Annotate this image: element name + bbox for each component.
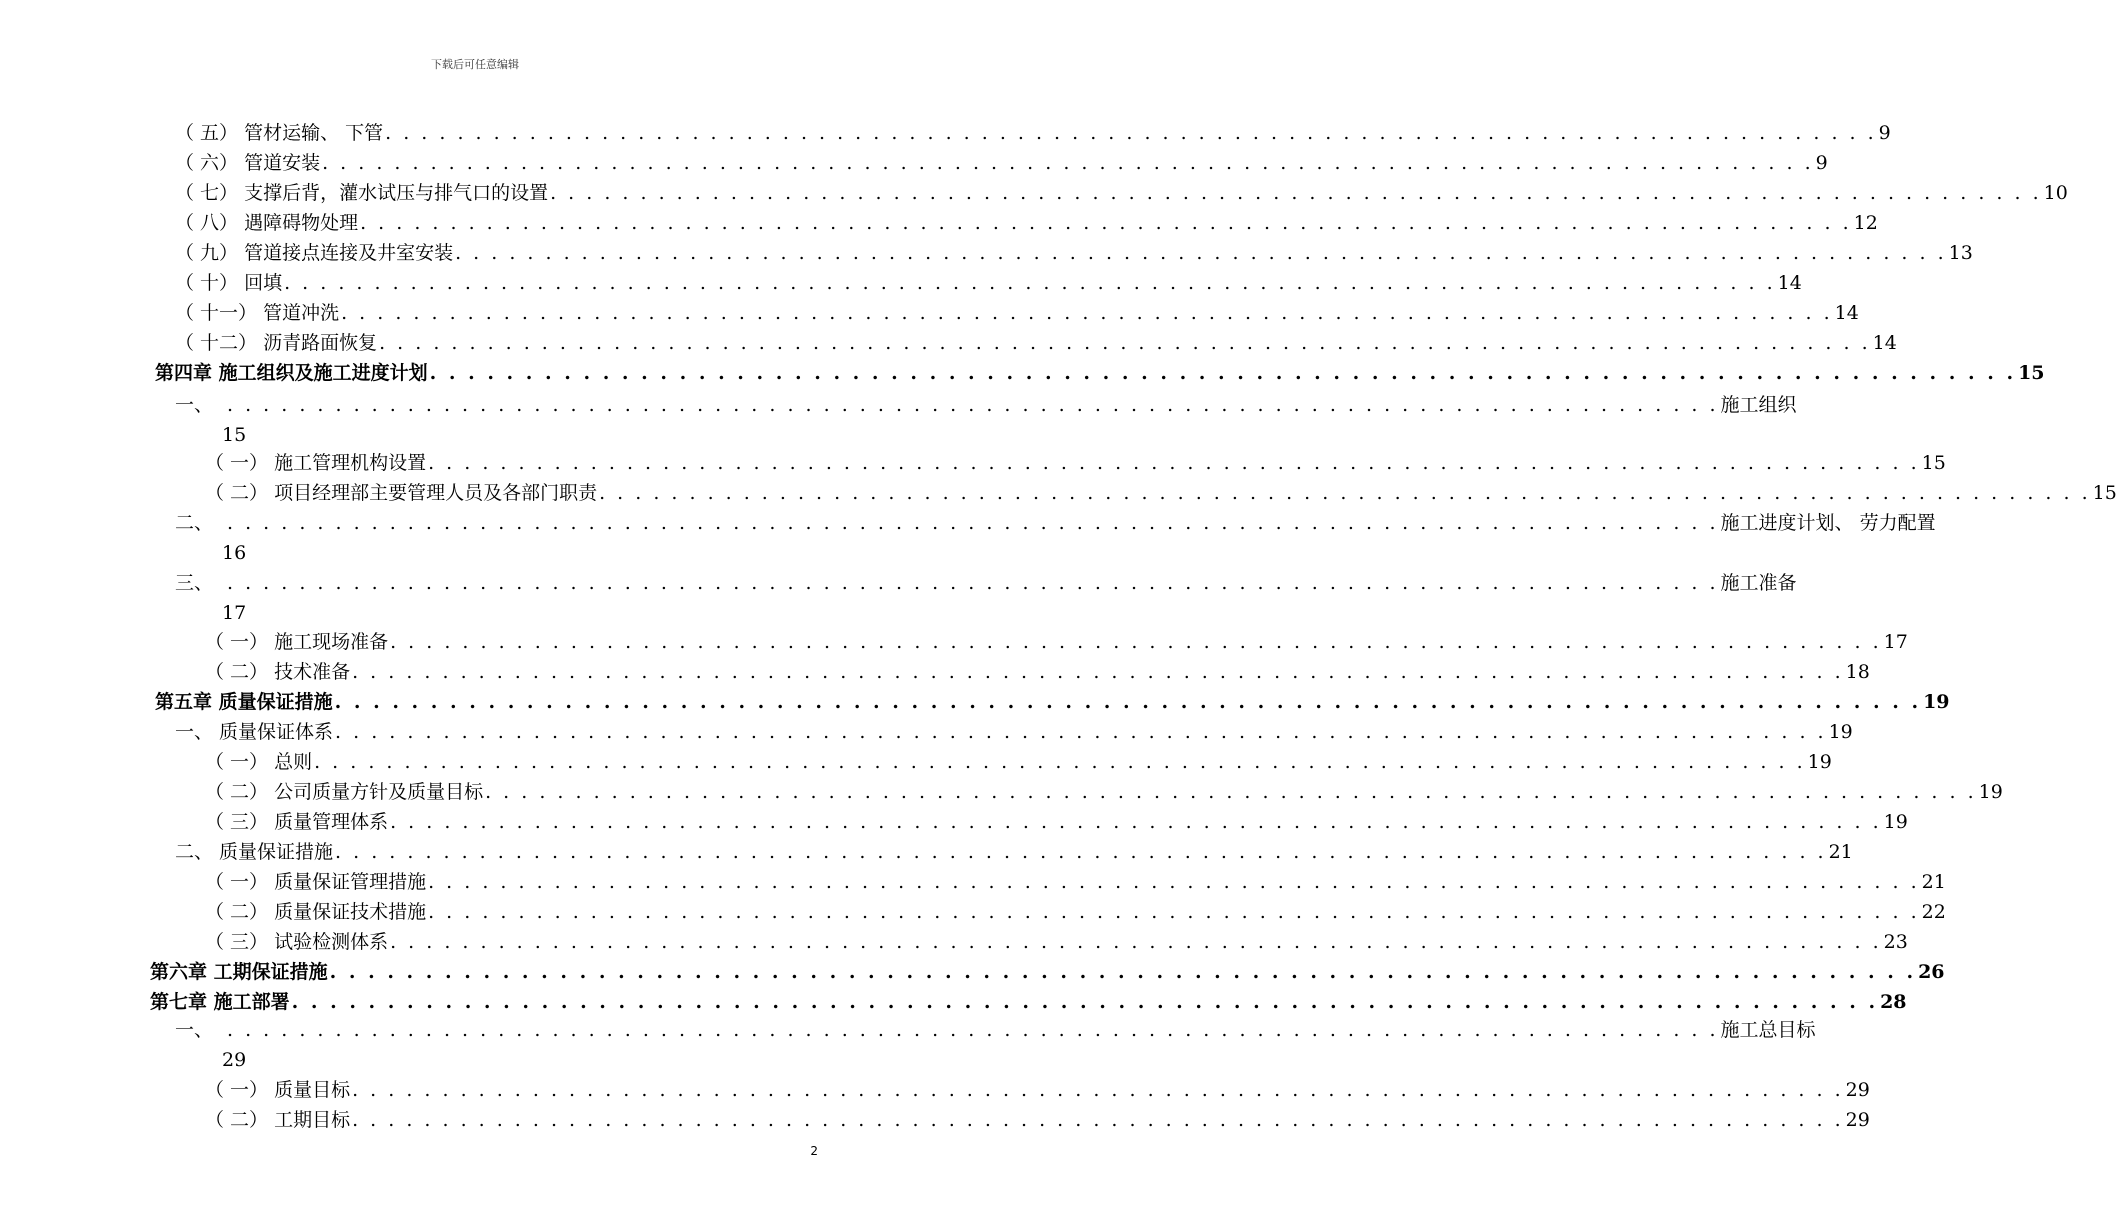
toc-entry[interactable] xyxy=(205,897,1946,927)
toc-page-number: 19 xyxy=(1883,811,1908,833)
toc-page-number: 19 xyxy=(1923,691,1950,713)
toc-page-number: 15 xyxy=(2018,362,2045,384)
toc-entry[interactable] xyxy=(175,717,1853,747)
toc-leader-dots: . . . . . . . . . . . . . . . . . . . . . . . . . . . . . . . . . . . . . . . . . . . . . . . . . . . . . . . . . . . . . . . . . . . . . . . . . . . . . . . . . . . xyxy=(390,631,1882,653)
toc-leader-dots: . . . . . . . . . . . . . . . . . . . . . . . . . . . . . . . . . . . . . . . . . . . . . . . . . . . . . . . . . . . . . . . . . . . . . . . . . . . . . . . . . . . xyxy=(599,482,2091,504)
page-header: 下载后可任意编辑 xyxy=(431,58,519,71)
toc-page-number: 15 xyxy=(1921,452,1946,474)
toc-entry[interactable] xyxy=(175,118,1891,148)
toc-page-number: 15 xyxy=(2092,482,2117,504)
toc-page-number: 19 xyxy=(1828,721,1853,743)
toc-entry-title: （ 一） 质量保证管理措施 xyxy=(205,871,427,893)
toc-leader-dots: . . . . . . . . . . . . . . . . . . . . . . . . . . . . . . . . . . . . . . . . . . . . . . . . . . . . . . . . . . . . . . . . . . . . . . . . . . . . . . . . . . . xyxy=(334,691,1922,713)
toc-leader-dots: . . . . . . . . . . . . . . . . . . . . . . . . . . . . . . . . . . . . . . . . . . . . . . . . . . . . . . . . . . . . . . . . . . . . . . . . . . . . . . . . . . . xyxy=(428,871,1920,893)
toc-entry-title: 第四章 施工组织及施工进度计划 xyxy=(155,362,428,384)
toc-entry-title: 施工组织 xyxy=(1720,394,1797,416)
toc-entry[interactable] xyxy=(205,747,1832,777)
toc-leader-dots: . . . . . . . . . . . . . . . . . . . . . . . . . . . . . . . . . . . . . . . . . . . . . . . . . . . . . . . . . . . . . . . . . . . . . . . . . . . . . . . . . . . xyxy=(390,931,1882,953)
toc-entry[interactable] xyxy=(175,837,1853,867)
page-number: 2 xyxy=(810,1144,818,1158)
toc-entry-title: （ 八） 遇障碍物处理 xyxy=(175,212,359,234)
toc-entry-title: 一、 质量保证体系 xyxy=(175,721,334,743)
toc-leader-dots: . . . . . . . . . . . . . . . . . . . . . . . . . . . . . . . . . . . . . . . . . . . . . . . . . . . . . . . . . . . . . . . . . . . . . . . . . . . . . . . . . . . xyxy=(227,394,1719,416)
toc-entry-title: （ 一） 施工现场准备 xyxy=(205,631,389,653)
toc-entry[interactable] xyxy=(175,178,2068,208)
toc-entry-number: 二、 xyxy=(175,512,214,534)
toc-entry[interactable] xyxy=(175,268,1802,298)
toc-entry[interactable] xyxy=(205,807,1908,837)
toc-entry-title: （ 二） 技术准备 xyxy=(205,661,351,683)
toc-page-number: 19 xyxy=(1978,781,2003,803)
toc-page-number: 26 xyxy=(1918,961,1945,983)
toc-entry[interactable] xyxy=(175,298,1859,328)
toc-leader-dots: . . . . . . . . . . . . . . . . . . . . . . . . . . . . . . . . . . . . . . . . . . . . . . . . . . . . . . . . . . . . . . . . . . . . . . . . . . . . . . . . . . . xyxy=(341,302,1833,324)
toc-entry-title: 二、 质量保证措施 xyxy=(175,841,334,863)
toc-entry-title: （ 一） 质量目标 xyxy=(205,1079,351,1101)
toc-leader-dots: . . . . . . . . . . . . . . . . . . . . . . . . . . . . . . . . . . . . . . . . . . . . . . . . . . . . . . . . . . . . . . . . . . . . . . . . . . . . . . . . . . . xyxy=(485,781,1977,803)
toc-leader-dots: . . . . . . . . . . . . . . . . . . . . . . . . . . . . . . . . . . . . . . . . . . . . . . . . . . . . . . . . . . . . . . . . . . . . . . . . . . . . . . . . . . . xyxy=(428,901,1920,923)
toc-leader-dots: . . . . . . . . . . . . . . . . . . . . . . . . . . . . . . . . . . . . . . . . . . . . . . . . . . . . . . . . . . . . . . . . . . . . . . . . . . . . . . . . . . . xyxy=(329,961,1917,983)
toc-entry-title: （ 九） 管道接点连接及井室安装 xyxy=(175,242,454,264)
toc-page-number: 14 xyxy=(1777,272,1802,294)
toc-entry-number: 一、 xyxy=(175,394,214,416)
toc-entry-title: 第五章 质量保证措施 xyxy=(155,691,333,713)
toc-page-number: 21 xyxy=(1921,871,1946,893)
toc-page-number: 29 xyxy=(1845,1109,1870,1131)
toc-entry[interactable] xyxy=(205,777,2003,807)
toc-page-number: 9 xyxy=(1878,122,1891,144)
toc-entry-number: 一、 xyxy=(175,1019,214,1041)
toc-chapter-entry[interactable] xyxy=(155,358,2045,388)
toc-page-number: 23 xyxy=(1883,931,1908,953)
toc-entry[interactable] xyxy=(175,148,1828,178)
toc-entry-title: （ 十一） 管道冲洗 xyxy=(175,302,340,324)
toc-page-number: 14 xyxy=(1872,332,1897,354)
toc-entry-title: 第六章 工期保证措施 xyxy=(150,961,328,983)
toc-page-number: 29 xyxy=(222,1049,247,1071)
toc-entry-title: （ 三） 试验检测体系 xyxy=(205,931,389,953)
toc-leader-dots: . . . . . . . . . . . . . . . . . . . . . . . . . . . . . . . . . . . . . . . . . . . . . . . . . . . . . . . . . . . . . . . . . . . . . . . . . . . . . . . . . . . xyxy=(322,152,1814,174)
toc-page-number: 13 xyxy=(1948,242,1973,264)
toc-page-number: 14 xyxy=(1834,302,1859,324)
toc-entry-title: （ 五） 管材运输、 下管 xyxy=(175,122,384,144)
toc-page-number: 16 xyxy=(222,542,247,564)
toc-entry-title: （ 十二） 沥青路面恢复 xyxy=(175,332,378,354)
toc-page-number: 12 xyxy=(1853,212,1878,234)
toc-leader-dots: . . . . . . . . . . . . . . . . . . . . . . . . . . . . . . . . . . . . . . . . . . . . . . . . . . . . . . . . . . . . . . . . . . . . . . . . . . . . . . . . . . . xyxy=(227,1019,1719,1041)
toc-entry[interactable] xyxy=(205,1105,1870,1135)
toc-entry-title: （ 十） 回填 xyxy=(175,272,283,294)
toc-page-number: 18 xyxy=(1845,661,1870,683)
toc-page-number: 19 xyxy=(1807,751,1832,773)
toc-leader-dots: . . . . . . . . . . . . . . . . . . . . . . . . . . . . . . . . . . . . . . . . . . . . . . . . . . . . . . . . . . . . . . . . . . . . . . . . . . . . . . . . . . . xyxy=(227,572,1719,594)
toc-leader-dots: . . . . . . . . . . . . . . . . . . . . . . . . . . . . . . . . . . . . . . . . . . . . . . . . . . . . . . . . . . . . . . . . . . . . . . . . . . . . . . . . . . . xyxy=(390,811,1882,833)
toc-entry-title: （ 二） 公司质量方针及质量目标 xyxy=(205,781,484,803)
toc-page-number: 22 xyxy=(1921,901,1946,923)
toc-entry[interactable] xyxy=(205,867,1946,897)
toc-leader-dots: . . . . . . . . . . . . . . . . . . . . . . . . . . . . . . . . . . . . . . . . . . . . . . . . . . . . . . . . . . . . . . . . . . . . . . . . . . . . . . . . . . . xyxy=(352,1109,1844,1131)
toc-leader-dots: . . . . . . . . . . . . . . . . . . . . . . . . . . . . . . . . . . . . . . . . . . . . . . . . . . . . . . . . . . . . . . . . . . . . . . . . . . . . . . . . . . . xyxy=(379,332,1871,354)
toc-leader-dots: . . . . . . . . . . . . . . . . . . . . . . . . . . . . . . . . . . . . . . . . . . . . . . . . . . . . . . . . . . . . . . . . . . . . . . . . . . . . . . . . . . . xyxy=(284,272,1776,294)
toc-entry[interactable] xyxy=(205,627,1908,657)
toc-entry[interactable] xyxy=(175,328,1897,358)
toc-entry[interactable] xyxy=(205,927,1908,957)
toc-leader-dots: . . . . . . . . . . . . . . . . . . . . . . . . . . . . . . . . . . . . . . . . . . . . . . . . . . . . . . . . . . . . . . . . . . . . . . . . . . . . . . . . . . . xyxy=(352,661,1844,683)
toc-entry-title: 第七章 施工部署 xyxy=(150,991,290,1013)
toc-page-number: 15 xyxy=(222,424,247,446)
toc-entry-title: （ 七） 支撑后背，灌水试压与排气口的设置 xyxy=(175,182,549,204)
toc-page-number: 10 xyxy=(2043,182,2068,204)
toc-leader-dots: . . . . . . . . . . . . . . . . . . . . . . . . . . . . . . . . . . . . . . . . . . . . . . . . . . . . . . . . . . . . . . . . . . . . . . . . . . . . . . . . . . . xyxy=(385,122,1877,144)
toc-entry[interactable] xyxy=(205,448,1946,478)
toc-page-number: 17 xyxy=(222,602,247,624)
toc-chapter-entry[interactable] xyxy=(150,957,1945,987)
toc-entry[interactable] xyxy=(175,390,1797,420)
toc-entry-title: （ 三） 质量管理体系 xyxy=(205,811,389,833)
toc-leader-dots: . . . . . . . . . . . . . . . . . . . . . . . . . . . . . . . . . . . . . . . . . . . . . . . . . . . . . . . . . . . . . . . . . . . . . . . . . . . . . . . . . . . xyxy=(429,362,2017,384)
toc-entry[interactable] xyxy=(175,508,1936,538)
toc-entry[interactable] xyxy=(205,657,1870,687)
toc-entry-title: （ 六） 管道安装 xyxy=(175,152,321,174)
toc-page-number: 21 xyxy=(1828,841,1853,863)
toc-entry[interactable] xyxy=(205,1075,1870,1105)
toc-chapter-entry[interactable] xyxy=(150,987,1907,1017)
toc-entry-title: 施工准备 xyxy=(1720,572,1797,594)
toc-chapter-entry[interactable] xyxy=(155,687,1950,717)
toc-entry-title: （ 一） 施工管理机构设置 xyxy=(205,452,427,474)
toc-entry-title: （ 一） 总则 xyxy=(205,751,313,773)
toc-leader-dots: . . . . . . . . . . . . . . . . . . . . . . . . . . . . . . . . . . . . . . . . . . . . . . . . . . . . . . . . . . . . . . . . . . . . . . . . . . . . . . . . . . . xyxy=(335,841,1827,863)
toc-leader-dots: . . . . . . . . . . . . . . . . . . . . . . . . . . . . . . . . . . . . . . . . . . . . . . . . . . . . . . . . . . . . . . . . . . . . . . . . . . . . . . . . . . . xyxy=(428,452,1920,474)
toc-leader-dots: . . . . . . . . . . . . . . . . . . . . . . . . . . . . . . . . . . . . . . . . . . . . . . . . . . . . . . . . . . . . . . . . . . . . . . . . . . . . . . . . . . . xyxy=(550,182,2042,204)
toc-entry-title: （ 二） 工期目标 xyxy=(205,1109,351,1131)
toc-entry-title: 施工进度计划、 劳力配置 xyxy=(1720,512,1936,534)
toc-page-number: 9 xyxy=(1815,152,1828,174)
toc-entry-title: 施工总目标 xyxy=(1720,1019,1816,1041)
toc-entry[interactable] xyxy=(175,568,1797,598)
toc-entry-title: （ 二） 项目经理部主要管理人员及各部门职责 xyxy=(205,482,598,504)
toc-leader-dots: . . . . . . . . . . . . . . . . . . . . . . . . . . . . . . . . . . . . . . . . . . . . . . . . . . . . . . . . . . . . . . . . . . . . . . . . . . . . . . . . . . . xyxy=(314,751,1806,773)
toc-leader-dots: . . . . . . . . . . . . . . . . . . . . . . . . . . . . . . . . . . . . . . . . . . . . . . . . . . . . . . . . . . . . . . . . . . . . . . . . . . . . . . . . . . . xyxy=(455,242,1947,264)
toc-entry[interactable] xyxy=(175,238,1973,268)
toc-leader-dots: . . . . . . . . . . . . . . . . . . . . . . . . . . . . . . . . . . . . . . . . . . . . . . . . . . . . . . . . . . . . . . . . . . . . . . . . . . . . . . . . . . . xyxy=(352,1079,1844,1101)
toc-entry[interactable] xyxy=(205,478,2117,508)
toc-page-number: 29 xyxy=(1845,1079,1870,1101)
toc-leader-dots: . . . . . . . . . . . . . . . . . . . . . . . . . . . . . . . . . . . . . . . . . . . . . . . . . . . . . . . . . . . . . . . . . . . . . . . . . . . . . . . . . . . xyxy=(227,512,1719,534)
toc-entry-title: （ 二） 质量保证技术措施 xyxy=(205,901,427,923)
toc-leader-dots: . . . . . . . . . . . . . . . . . . . . . . . . . . . . . . . . . . . . . . . . . . . . . . . . . . . . . . . . . . . . . . . . . . . . . . . . . . . . . . . . . . . xyxy=(335,721,1827,743)
toc-entry[interactable] xyxy=(175,208,1878,238)
toc-leader-dots: . . . . . . . . . . . . . . . . . . . . . . . . . . . . . . . . . . . . . . . . . . . . . . . . . . . . . . . . . . . . . . . . . . . . . . . . . . . . . . . . . . . xyxy=(360,212,1852,234)
toc-entry[interactable] xyxy=(175,1015,1816,1045)
toc-leader-dots: . . . . . . . . . . . . . . . . . . . . . . . . . . . . . . . . . . . . . . . . . . . . . . . . . . . . . . . . . . . . . . . . . . . . . . . . . . . . . . . . . . . xyxy=(291,991,1879,1013)
toc-entry-number: 三、 xyxy=(175,572,214,594)
toc-page-number: 17 xyxy=(1883,631,1908,653)
toc-page-number: 28 xyxy=(1880,991,1907,1013)
